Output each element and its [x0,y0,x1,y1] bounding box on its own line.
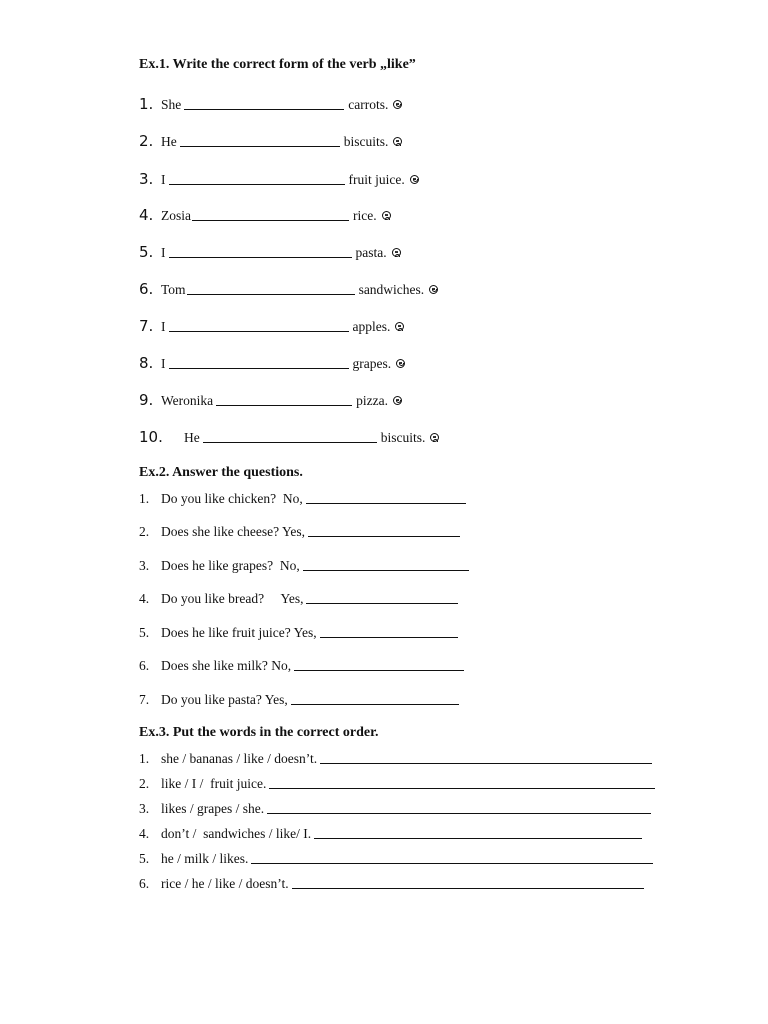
question-text: Do you like bread? Yes, [161,591,304,606]
item-number: 8. [139,354,154,372]
answer-blank[interactable] [180,145,340,147]
ex3-item [139,825,646,843]
item-subject: She [161,97,182,112]
answer-blank[interactable] [269,787,655,789]
item-number: 2. [139,776,150,791]
item-number: 5. [139,625,150,640]
ex2-item [139,490,470,508]
answer-blank[interactable] [320,636,458,638]
item-object: carrots. [348,97,389,112]
answer-blank[interactable] [184,108,344,110]
ex3-item [139,775,659,793]
item-object: biscuits. [343,134,389,149]
answer-blank[interactable] [267,812,651,814]
item-subject: Tom [161,282,186,297]
question-text: Does she like milk? No, [161,658,292,673]
answer-blank[interactable] [203,441,377,443]
answer-blank[interactable] [306,502,466,504]
item-number: 5. [139,851,150,866]
item-number: 4. [139,206,154,224]
ex1-item [139,243,401,262]
answer-blank[interactable] [314,837,642,839]
ex3-heading: Ex.3. Put the words in the correct order. [139,725,379,740]
ex1-item [139,391,402,410]
item-number: 1. [139,491,150,506]
item-object: biscuits. [380,430,426,445]
answer-blank[interactable] [303,569,469,571]
ex1-item [139,206,391,225]
question-text: Do you like chicken? No, [161,491,303,506]
item-subject: I [161,356,166,371]
answer-blank[interactable] [169,330,349,332]
frown-icon [393,137,402,146]
question-text: Does he like fruit juice? Yes, [161,625,317,640]
item-number: 6. [139,876,150,891]
item-number: 6. [139,280,154,298]
item-number: 5. [139,243,154,261]
item-number: 7. [139,692,150,707]
words-text: he / milk / likes. [161,851,249,866]
item-subject: Zosia [161,208,191,223]
ex1-item [139,280,438,299]
words-text: like / I / fruit juice. [161,776,267,791]
words-text: don’t / sandwiches / like/ I. [161,826,312,841]
item-subject: I [161,245,166,260]
item-number: 3. [139,170,154,188]
words-text: rice / he / like / doesn’t. [161,876,289,891]
words-text: likes / grapes / she. [161,801,265,816]
ex3-item [139,800,655,818]
question-text: Does she like cheese? Yes, [161,524,305,539]
smile-icon [410,175,419,184]
item-object: pizza. [356,393,389,408]
item-subject: I [161,319,166,334]
item-number: 3. [139,558,150,573]
item-subject: Weronika [161,393,214,408]
answer-blank[interactable] [251,862,653,864]
item-subject: I [161,172,166,187]
answer-blank[interactable] [292,887,644,889]
answer-blank[interactable] [169,183,345,185]
item-subject: He [161,134,177,149]
item-number: 10. [139,428,163,446]
answer-blank[interactable] [320,762,652,764]
question-text: Does he like grapes? No, [161,558,300,573]
answer-blank[interactable] [169,367,349,369]
ex2-item [139,523,464,541]
ex1-item [139,132,402,151]
frown-icon [395,322,404,331]
item-number: 1. [139,751,150,766]
ex1-item [139,354,405,373]
item-number: 3. [139,801,150,816]
ex2-item [139,657,468,675]
item-object: rice. [353,208,377,223]
item-number: 4. [139,826,150,841]
ex1-item [139,317,404,336]
ex2-item [139,691,463,709]
item-object: fruit juice. [348,172,405,187]
item-number: 7. [139,317,154,335]
ex1-item [139,428,439,447]
item-number: 2. [139,524,150,539]
answer-blank[interactable] [187,293,355,295]
ex3-item [139,850,657,868]
item-object: apples. [352,319,391,334]
item-number: 1. [139,95,154,113]
answer-blank[interactable] [308,535,460,537]
smile-icon [396,359,405,368]
answer-blank[interactable] [306,602,458,604]
answer-blank[interactable] [216,404,352,406]
item-number: 2. [139,132,154,150]
ex1-item [139,170,419,189]
ex2-heading: Ex.2. Answer the questions. [139,465,303,480]
item-object: sandwiches. [358,282,425,297]
ex2-item [139,557,473,575]
ex2-item [139,590,462,608]
item-subject: He [184,430,200,445]
frown-icon [392,248,401,257]
answer-blank[interactable] [291,703,459,705]
item-number: 9. [139,391,154,409]
item-number: 6. [139,658,150,673]
frown-icon [382,211,391,220]
smile-icon [393,100,402,109]
item-object: grapes. [352,356,392,371]
item-number: 4. [139,591,150,606]
ex3-item [139,750,656,768]
ex2-item [139,624,462,642]
ex1-heading: Ex.1. Write the correct form of the verb „like” [139,57,416,72]
smile-icon [393,396,402,405]
question-text: Do you like pasta? Yes, [161,692,288,707]
smile-icon [429,285,438,294]
words-text: she / bananas / like / doesn’t. [161,751,318,766]
answer-blank[interactable] [192,219,349,221]
ex3-item [139,875,648,893]
answer-blank[interactable] [169,256,352,258]
ex1-item [139,95,402,114]
answer-blank[interactable] [294,669,464,671]
item-object: pasta. [355,245,387,260]
frown-icon [430,433,439,442]
